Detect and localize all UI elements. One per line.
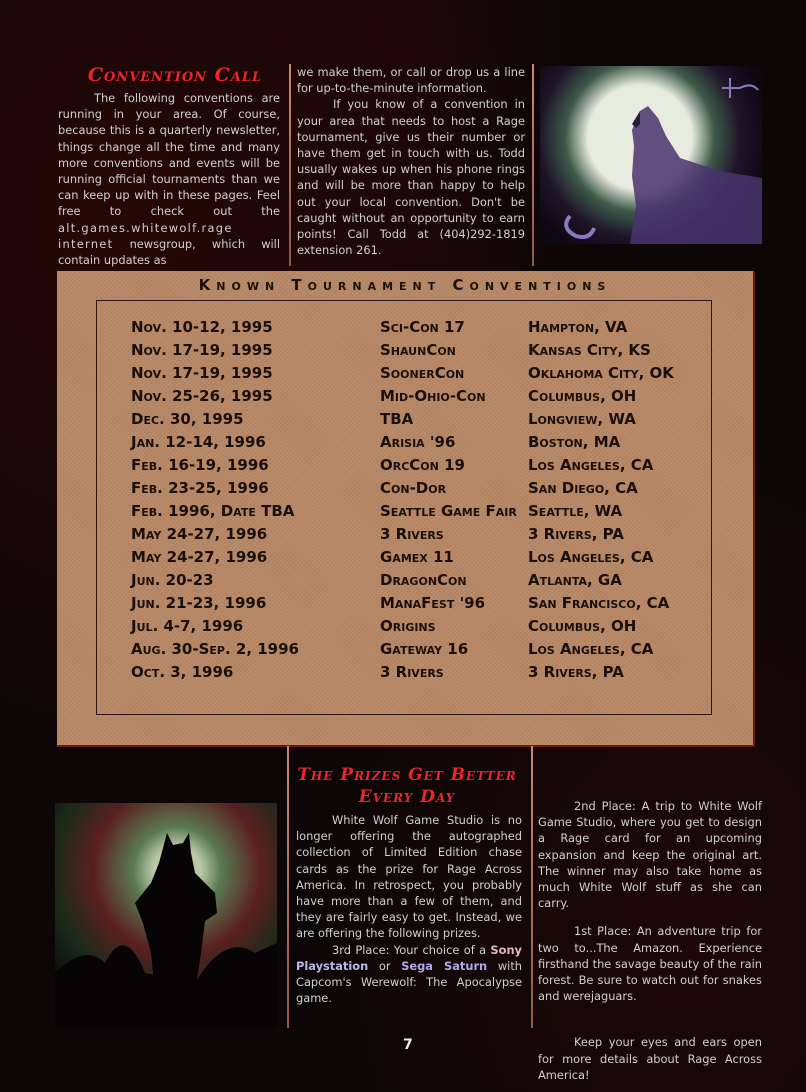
row-location: Kansas City, KS (528, 341, 651, 359)
table-row (131, 525, 731, 548)
table-row (131, 663, 731, 686)
table-row (131, 341, 731, 364)
third-place-or: or (378, 958, 391, 973)
third-place-text (296, 942, 522, 1007)
tournament-table (96, 300, 712, 715)
row-date: May 24-27, 1996 (131, 525, 268, 543)
tournament-table-title: Known Tournament Conventions (198, 276, 612, 294)
row-date: Jan. 12-14, 1996 (131, 433, 266, 451)
row-location: Hampton, VA (528, 318, 628, 336)
row-convention: ManaFest '96 (380, 594, 486, 612)
convention-call-heading: Convention Call (87, 64, 263, 86)
convention-call-column-1 (58, 90, 280, 268)
newsgroup-link[interactable]: alt.games.whitewolf.rage internet (58, 220, 233, 251)
row-location: Atlanta, GA (528, 571, 622, 589)
row-date: Nov. 10-12, 1995 (131, 318, 273, 336)
row-date: Feb. 1996, Date TBA (131, 502, 295, 520)
row-convention: 3 Rivers (380, 525, 444, 543)
row-convention: TBA (380, 410, 414, 428)
table-row (131, 318, 731, 341)
row-date: Aug. 30-Sep. 2, 1996 (131, 640, 299, 658)
row-convention: Sci-Con 17 (380, 318, 465, 336)
row-convention: ShaunCon (380, 341, 456, 359)
row-convention: OrcCon 19 (380, 456, 465, 474)
row-convention: Gamex 11 (380, 548, 454, 566)
second-place-text: 2nd Place: A trip to White Wolf Game Studio, where you get to design a Rage card for an upcoming expansion and keep the original art. The winner may also take home as much White Wolf stuff as she can carry. (538, 799, 762, 911)
row-location: Los Angeles, CA (528, 640, 654, 658)
row-location: 3 Rivers, PA (528, 663, 624, 681)
row-location: San Diego, CA (528, 479, 638, 497)
table-row (131, 571, 731, 594)
convention-call-column-2 (297, 64, 525, 258)
first-place-text: 1st Place: An adventure trip for two to...The Amazon. Experience firsthand the savage beauty of the rain forest. Be sure to watch out for snakes and werejaguars. (538, 924, 762, 1004)
row-location: Longview, WA (528, 410, 636, 428)
table-row (131, 387, 731, 410)
row-date: Nov. 25-26, 1995 (131, 387, 273, 405)
row-convention: Gateway 16 (380, 640, 469, 658)
table-row (131, 640, 731, 663)
prizes-column-3 (538, 798, 762, 1083)
third-place-suffix: with Capcom's Werewolf: The Apocalypse game. (296, 958, 523, 1006)
sony-highlight: Sony (490, 942, 522, 957)
prizes-column-2 (296, 812, 522, 1006)
row-location: Los Angeles, CA (528, 548, 654, 566)
row-location: San Francisco, CA (528, 594, 670, 612)
table-row (131, 456, 731, 479)
tournament-conventions-panel (57, 271, 755, 747)
column-divider (531, 746, 533, 1028)
row-convention: Origins (380, 617, 436, 635)
row-date: Dec. 30, 1995 (131, 410, 244, 428)
row-location: Oklahoma City, OK (528, 364, 674, 382)
table-row (131, 502, 731, 525)
row-location: Seattle, WA (528, 502, 623, 520)
row-convention: 3 Rivers (380, 663, 444, 681)
prizes-intro-text: White Wolf Game Studio is no longer offering the autographed collection of Limited Edition chase cards as the prize for Rage Across America. In retrospect, you probably have more than a few of them, and they are fairly easy to get. Instead, we are offering the following prizes. (296, 813, 522, 941)
prizes-heading-line-1: The Prizes Get Better (297, 765, 517, 785)
row-convention: Mid-Ohio-Con (380, 387, 486, 405)
row-date: Jul. 4-7, 1996 (131, 617, 244, 635)
table-row (131, 433, 731, 456)
row-date: Nov. 17-19, 1995 (131, 364, 273, 382)
third-place-prefix: 3rd Place: Your choice of a (332, 942, 487, 957)
row-date: Nov. 17-19, 1995 (131, 341, 273, 359)
row-location: Boston, MA (528, 433, 621, 451)
column-divider (532, 64, 534, 266)
convention-continued-text: we make them, or call or drop us a line for up-to-the-minute information. (297, 65, 525, 96)
row-date: Oct. 3, 1996 (131, 663, 234, 681)
row-convention: Seattle Game Fair (380, 502, 517, 520)
column-divider (287, 746, 289, 1028)
playstation-highlight: Playstation (296, 958, 369, 973)
prizes-heading-line-2: Every Day (358, 787, 456, 807)
row-date: Feb. 23-25, 1996 (131, 479, 269, 497)
row-date: Jun. 20-23 (131, 571, 214, 589)
row-date: Jun. 21-23, 1996 (131, 594, 267, 612)
howling-wolf-image (540, 66, 762, 244)
prizes-heading (292, 764, 522, 808)
row-location: 3 Rivers, PA (528, 525, 624, 543)
table-row (131, 617, 731, 640)
table-row (131, 479, 731, 502)
row-convention: Con-Dor (380, 479, 447, 497)
column-divider (289, 64, 291, 266)
row-convention: DragonCon (380, 571, 467, 589)
table-row (131, 364, 731, 387)
convention-intro-text: The following conventions are running in your area. Of course, because this is a quarterly newsletter, things change all the time and many more conventions and events will be running official tournaments than we can keep up with in these pages. Feel free to check out the (58, 91, 280, 219)
row-date: May 24-27, 1996 (131, 548, 268, 566)
row-location: Columbus, OH (528, 387, 637, 405)
convention-intro-tail: newsgroup, which will contain updates as (58, 236, 281, 268)
convention-host-text: If you know of a convention in your area that needs to host a Rage tournament, give us their number or have them get in touch with us. Todd usually wakes up when his phone rings and will be more than happy to help out your local convention. Don't be caught without an opportunity to earn points! Call Todd at (404)292-1819 extension 261. (297, 97, 525, 258)
sega-saturn-highlight: Sega Saturn (401, 958, 488, 973)
werewolf-silhouette-icon (55, 803, 277, 1028)
page-number: 7 (403, 1037, 413, 1053)
closing-text: Keep your eyes and ears open for more details about Rage Across America! (538, 1035, 762, 1082)
row-convention: Arisia '96 (380, 433, 456, 451)
row-location: Los Angeles, CA (528, 456, 654, 474)
table-row (131, 410, 731, 433)
table-row (131, 594, 731, 617)
werewolf-image (55, 803, 277, 1028)
row-location: Columbus, OH (528, 617, 637, 635)
row-date: Feb. 16-19, 1996 (131, 456, 269, 474)
row-convention: SoonerCon (380, 364, 465, 382)
wolf-silhouette-icon (540, 66, 762, 244)
table-row (131, 548, 731, 571)
